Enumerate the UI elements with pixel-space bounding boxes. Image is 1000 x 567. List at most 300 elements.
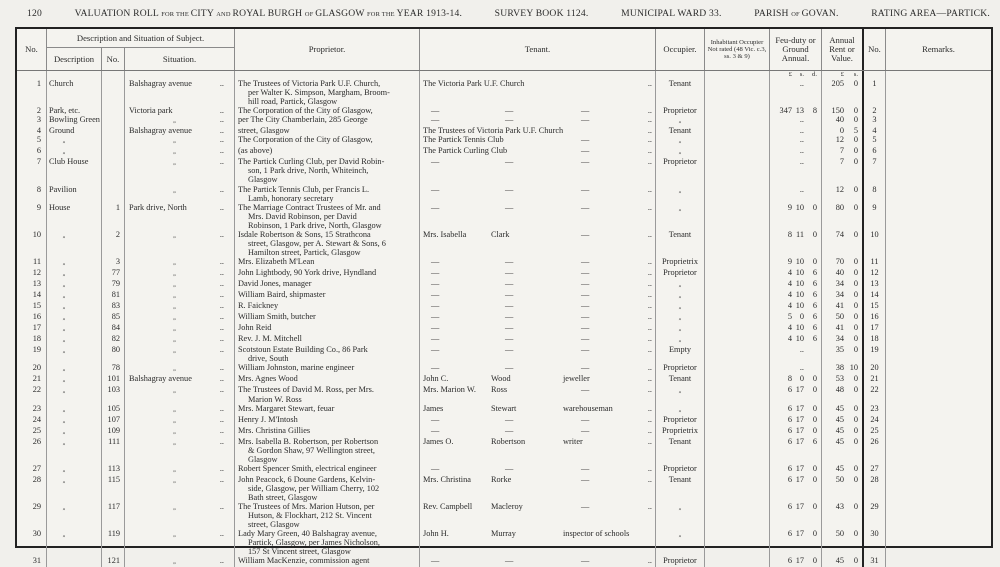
remarks-cell xyxy=(886,323,991,334)
dash-mark: — xyxy=(505,267,514,277)
feu-d: 0 xyxy=(812,463,817,473)
survey-book: SURVEY BOOK 1124. xyxy=(494,8,589,19)
row-number: 20 xyxy=(17,363,47,374)
tenant-field xyxy=(491,268,563,279)
feu-d: 0 xyxy=(812,403,817,413)
feu-s: 10 xyxy=(795,278,804,288)
inhabitant-occupier-cell xyxy=(705,203,770,230)
situation-cell xyxy=(125,312,235,323)
tenant-cell xyxy=(420,79,656,106)
feu-d xyxy=(804,126,821,135)
occupier-cell: Tenant xyxy=(656,79,705,106)
proprietor-line: Mrs. Christina Gillies xyxy=(238,425,311,435)
rent-s: 0 xyxy=(853,345,858,355)
feu-duty-cell xyxy=(770,135,822,146)
ditto-mark: „ xyxy=(62,281,66,288)
description-cell xyxy=(47,257,102,268)
occupier-cell xyxy=(656,115,705,126)
street-number: 103 xyxy=(102,385,125,403)
feu-duty-cell xyxy=(770,79,822,106)
table-row xyxy=(17,437,991,464)
row-number-right: 6 xyxy=(864,146,886,157)
street-number xyxy=(102,146,125,157)
row-number: 29 xyxy=(17,502,47,529)
leader-dots: .. xyxy=(219,229,224,239)
dash-mark: — xyxy=(431,463,440,473)
feu-d: 0 xyxy=(812,556,817,566)
description-cell xyxy=(47,404,102,415)
tenant-field xyxy=(423,426,491,437)
row-number: 6 xyxy=(17,146,47,157)
tenant-field xyxy=(563,464,643,475)
leader-dots: .. xyxy=(219,115,224,125)
dash-mark: — xyxy=(505,157,514,167)
feu-d xyxy=(804,115,821,126)
table-row xyxy=(17,323,991,334)
remarks-cell xyxy=(886,230,991,257)
annual-rent-cell xyxy=(822,464,864,475)
situation-text: Victoria park xyxy=(129,106,173,116)
ditto-mark: „ xyxy=(62,406,66,413)
feu-p: 6 xyxy=(787,474,792,484)
inhabitant-occupier-cell xyxy=(705,415,770,426)
description-cell: Church xyxy=(47,79,102,106)
feu-duty-cell xyxy=(770,279,822,290)
tenant-field xyxy=(423,279,491,290)
ditto-mark: „ xyxy=(173,477,176,484)
proprietor-line: 157 St Vincent street, Glasgow xyxy=(248,547,351,557)
leader-dots: .. xyxy=(219,363,224,373)
situation-text xyxy=(129,415,220,426)
rent-p: 45 xyxy=(835,436,844,446)
description-cell xyxy=(47,301,102,312)
description-cell xyxy=(47,385,102,403)
feu-s: 13 xyxy=(795,106,804,116)
feu-s: .. xyxy=(799,363,804,373)
proprietor-line: side, Glasgow, per William Cherry, 102 xyxy=(248,483,380,493)
leader-dots: .. xyxy=(647,414,652,424)
proprietor-cell xyxy=(235,426,420,437)
table-row xyxy=(17,126,991,135)
inhabitant-occupier-cell xyxy=(705,312,770,323)
proprietor-line: son, 1 Park drive, North, Whiteinch, xyxy=(248,166,369,176)
tenant-field xyxy=(423,106,491,115)
proprietor-line: Mrs. David Robinson, per David xyxy=(248,211,357,221)
tenant-field xyxy=(563,334,643,345)
rent-s: 0 xyxy=(853,229,858,239)
leader-dots: .. xyxy=(647,474,652,484)
ditto-mark: „ xyxy=(62,270,66,277)
leader-dots: .. xyxy=(219,403,224,413)
feu-s: 0 xyxy=(799,374,804,384)
proprietor-line: Mrs. Isabella B. Robertson, per Robertson xyxy=(238,436,379,446)
leader-dots: .. xyxy=(647,135,652,145)
proprietor-line: John Peacock, 6 Doune Gardens, Kelvin- xyxy=(238,474,376,484)
proprietor-cell xyxy=(235,363,420,374)
roll-title xyxy=(75,8,463,19)
leader-dots: .. xyxy=(647,79,652,88)
table-row xyxy=(17,135,991,146)
feu-d: 0 xyxy=(812,202,817,212)
proprietor-line: The Trustees of David M. Ross, per Mrs. xyxy=(238,385,374,395)
col-situation: Situation. xyxy=(125,48,235,70)
dash-mark: — xyxy=(431,256,440,266)
dash-mark: — xyxy=(581,334,590,344)
occupier-cell: Proprietor xyxy=(656,268,705,279)
leader-dots: .. xyxy=(219,79,224,88)
dash-mark: — xyxy=(431,106,440,116)
rent-p: 41 xyxy=(835,323,844,333)
tenant-field xyxy=(491,79,563,106)
rent-p: 38 xyxy=(835,363,844,373)
table-row xyxy=(17,115,991,126)
description-cell: Club House xyxy=(47,157,102,184)
feu-d: 6 xyxy=(812,312,817,322)
feu-p: 4 xyxy=(787,301,792,311)
dash-mark: — xyxy=(431,312,440,322)
table-row xyxy=(17,334,991,345)
rent-s: 0 xyxy=(853,115,858,125)
tenant-field: inspector of schools xyxy=(563,529,630,539)
row-number-right: 5 xyxy=(864,135,886,146)
ditto-mark: „ xyxy=(62,315,66,322)
proprietor-line: Hamilton street, Partick, Glasgow xyxy=(248,247,361,257)
leader-dots: .. xyxy=(219,385,224,395)
tenant-field: Rorke xyxy=(491,474,512,484)
feu-duty-cell xyxy=(770,363,822,374)
leader-dots: .. xyxy=(219,135,224,145)
dash-mark: — xyxy=(505,363,514,373)
remarks-cell xyxy=(886,279,991,290)
ditto-mark: „ xyxy=(62,505,66,512)
feu-d xyxy=(804,345,821,363)
rating-area: RATING AREA—PARTICK. xyxy=(871,8,990,19)
tenant-field xyxy=(491,290,563,301)
annual-rent-cell xyxy=(822,374,864,385)
description-cell xyxy=(47,437,102,464)
feu-duty-cell xyxy=(770,230,822,257)
rent-s: 0 xyxy=(853,184,858,194)
ditto-mark: „ xyxy=(62,417,66,424)
ditto-mark: „ xyxy=(173,417,176,424)
tenant-field xyxy=(423,115,491,126)
dash-mark: — xyxy=(505,256,514,266)
tenant-field xyxy=(491,135,563,146)
occupier-cell xyxy=(656,385,705,403)
ditto-mark: „ xyxy=(173,138,176,145)
dash-mark: — xyxy=(505,345,514,355)
remarks-cell xyxy=(886,312,991,323)
ditto-mark: „ xyxy=(173,232,176,239)
occupier-cell: Proprietor xyxy=(656,106,705,115)
remarks-cell xyxy=(886,556,991,567)
street-number: 80 xyxy=(102,345,125,363)
feu-s: .. xyxy=(799,184,804,194)
row-number: 31 xyxy=(17,556,47,567)
row-number: 8 xyxy=(17,185,47,203)
inhabitant-occupier-cell xyxy=(705,185,770,203)
tenant-field: Mrs. Marion W. xyxy=(423,385,477,395)
inhabitant-occupier-cell xyxy=(705,146,770,157)
situation-cell xyxy=(125,363,235,374)
leader-dots: .. xyxy=(647,106,652,116)
annual-rent-cell xyxy=(822,301,864,312)
description-cell xyxy=(47,323,102,334)
tenant-field xyxy=(563,475,643,502)
feu-d: 6 xyxy=(812,301,817,311)
table-row xyxy=(17,79,991,106)
tenant-field xyxy=(491,426,563,437)
ditto-mark: „ xyxy=(173,559,176,566)
dash-mark: — xyxy=(431,157,440,167)
feu-p: 6 xyxy=(787,502,792,512)
tenant-cell xyxy=(420,115,656,126)
feu-p: 6 xyxy=(787,436,792,446)
description-cell xyxy=(47,426,102,437)
tenant-field xyxy=(491,115,563,126)
proprietor-line: Partick, Glasgow, per James Nicholson, xyxy=(248,538,380,548)
feu-s: 0 xyxy=(799,312,804,322)
street-number xyxy=(102,185,125,203)
situation-text xyxy=(129,475,220,502)
feu-p: 6 xyxy=(787,529,792,539)
feu-duty-cell xyxy=(770,415,822,426)
tenant-field: James xyxy=(423,403,444,413)
occupier-cell xyxy=(656,290,705,301)
row-number-right: 9 xyxy=(864,203,886,230)
feu-p xyxy=(770,157,792,184)
ditto-mark: „ xyxy=(62,293,66,300)
row-number-right: 7 xyxy=(864,157,886,184)
proprietor-cell xyxy=(235,475,420,502)
row-number: 11 xyxy=(17,257,47,268)
ditto-mark: „ xyxy=(173,259,176,266)
title-word: GLASGOW xyxy=(315,8,368,19)
feu-p: 6 xyxy=(787,425,792,435)
leader-dots: .. xyxy=(219,256,224,266)
tenant-cell xyxy=(420,106,656,115)
row-number: 16 xyxy=(17,312,47,323)
tenant-field: Rev. Campbell xyxy=(423,502,473,512)
feu-duty-cell xyxy=(770,290,822,301)
occupier-cell xyxy=(656,146,705,157)
inhabitant-occupier-cell xyxy=(705,502,770,529)
feu-p xyxy=(770,126,792,135)
remarks-cell xyxy=(886,415,991,426)
page-number: 120 xyxy=(27,8,42,19)
proprietor-line: The Partick Tennis Club, per Francis L. xyxy=(238,184,370,194)
inhabitant-occupier-cell xyxy=(705,115,770,126)
tenant-cell xyxy=(420,126,656,135)
leader-dots: .. xyxy=(219,425,224,435)
ditto-mark: „ xyxy=(678,281,682,288)
situation-text xyxy=(129,323,220,334)
annual-rent-cell xyxy=(822,502,864,529)
occupier-cell xyxy=(656,334,705,345)
tenant-cell xyxy=(420,502,656,529)
remarks-cell xyxy=(886,385,991,403)
proprietor-line: Bath street, Glasgow xyxy=(248,492,318,502)
occupier-cell: Tenant xyxy=(656,126,705,135)
street-number: 117 xyxy=(102,502,125,529)
description-cell xyxy=(47,464,102,475)
leader-dots: .. xyxy=(219,278,224,288)
proprietor-line: Lamb, honorary secretary xyxy=(248,193,334,203)
annual-rent-cell xyxy=(822,426,864,437)
row-number-right: 20 xyxy=(864,363,886,374)
annual-rent-cell xyxy=(822,157,864,184)
street-number xyxy=(102,157,125,184)
occupier-cell: Proprietor xyxy=(656,415,705,426)
proprietor-cell xyxy=(235,415,420,426)
tenant-field xyxy=(563,556,643,567)
ditto-mark: „ xyxy=(173,293,176,300)
feu-duty-cell xyxy=(770,404,822,415)
title-word: FOR THE xyxy=(367,11,397,18)
dash-mark: — xyxy=(581,363,590,373)
row-number-right: 12 xyxy=(864,268,886,279)
inhabitant-occupier-cell xyxy=(705,437,770,464)
tenant-cell xyxy=(420,157,656,184)
inhabitant-occupier-cell xyxy=(705,374,770,385)
tenant-field xyxy=(563,203,643,230)
ditto-mark: „ xyxy=(173,428,176,435)
leader-dots: .. xyxy=(647,157,652,167)
dash-mark: — xyxy=(581,312,590,322)
street-number: 79 xyxy=(102,279,125,290)
situation-text xyxy=(129,437,220,464)
rent-units: £ s. xyxy=(822,71,864,79)
remarks-cell xyxy=(886,268,991,279)
ditto-mark: „ xyxy=(62,326,66,333)
rent-p: 43 xyxy=(835,502,844,512)
rent-p: 74 xyxy=(835,229,844,239)
annual-rent-cell xyxy=(822,126,864,135)
ditto-mark: „ xyxy=(678,205,682,212)
proprietor-cell xyxy=(235,529,420,556)
ditto-mark: „ xyxy=(678,304,682,311)
situation-text xyxy=(129,157,220,184)
feu-duty-cell xyxy=(770,301,822,312)
feu-s: 17 xyxy=(795,385,804,395)
street-number: 109 xyxy=(102,426,125,437)
dash-mark: — xyxy=(581,502,590,512)
occupier-cell: Proprietrix xyxy=(656,426,705,437)
row-number-right: 22 xyxy=(864,385,886,403)
tenant-field xyxy=(563,301,643,312)
feu-d: 8 xyxy=(812,106,817,116)
occupier-cell xyxy=(656,279,705,290)
rent-p: 205 xyxy=(831,79,844,88)
proprietor-line: The Partick Curling Club, per David Robin- xyxy=(238,157,385,167)
row-number-right: 2 xyxy=(864,106,886,115)
table-row xyxy=(17,415,991,426)
proprietor-cell xyxy=(235,404,420,415)
dash-mark: — xyxy=(581,425,590,435)
tenant-cell xyxy=(420,426,656,437)
feu-p: 8 xyxy=(787,374,792,384)
ditto-mark: „ xyxy=(173,466,176,473)
row-number-right: 26 xyxy=(864,437,886,464)
street-number: 115 xyxy=(102,475,125,502)
tenant-field xyxy=(491,415,563,426)
remarks-cell xyxy=(886,404,991,415)
situation-cell xyxy=(125,106,235,115)
annual-rent-cell xyxy=(822,404,864,415)
row-number: 19 xyxy=(17,345,47,363)
tenant-cell xyxy=(420,334,656,345)
proprietor-cell xyxy=(235,79,420,106)
rent-s: 0 xyxy=(853,106,858,116)
feu-s: 10 xyxy=(795,301,804,311)
feu-s: 10 xyxy=(795,256,804,266)
table-header xyxy=(17,29,991,71)
row-number: 3 xyxy=(17,115,47,126)
proprietor-cell xyxy=(235,185,420,203)
remarks-cell xyxy=(886,426,991,437)
proprietor-line: The Marriage Contract Trustees of Mr. and xyxy=(238,202,381,212)
tenant-cell xyxy=(420,374,656,385)
ditto-mark: „ xyxy=(173,160,176,167)
remarks-cell xyxy=(886,345,991,363)
street-number: 121 xyxy=(102,556,125,567)
row-number: 1 xyxy=(17,79,47,106)
feu-p xyxy=(770,79,792,106)
annual-rent-cell xyxy=(822,268,864,279)
tenant-cell xyxy=(420,464,656,475)
table-row xyxy=(17,345,991,363)
proprietor-cell xyxy=(235,115,420,126)
tenant-cell xyxy=(420,345,656,363)
proprietor-cell xyxy=(235,502,420,529)
situation-text xyxy=(129,334,220,345)
ditto-mark: „ xyxy=(173,348,176,355)
table-row xyxy=(17,363,991,374)
rent-s: 0 xyxy=(853,278,858,288)
description-cell xyxy=(47,312,102,323)
inhabitant-occupier-cell xyxy=(705,106,770,115)
annual-rent-cell xyxy=(822,203,864,230)
proprietor-cell xyxy=(235,345,420,363)
municipal-ward: MUNICIPAL WARD 33. xyxy=(621,8,722,19)
tenant-field xyxy=(491,279,563,290)
row-number-right: 31 xyxy=(864,556,886,567)
description-cell: Park, etc. xyxy=(47,106,102,115)
leader-dots: .. xyxy=(219,106,224,116)
parish xyxy=(754,8,838,19)
row-number: 13 xyxy=(17,279,47,290)
proprietor-line: street, Glasgow xyxy=(248,520,300,530)
situation-cell xyxy=(125,345,235,363)
description-cell xyxy=(47,529,102,556)
inhabitant-occupier-cell xyxy=(705,475,770,502)
rent-p: 45 xyxy=(835,414,844,424)
leader-dots: .. xyxy=(647,115,652,125)
feu-d: 6 xyxy=(812,323,817,333)
occupier-cell: Proprietor xyxy=(656,556,705,567)
description-cell xyxy=(47,290,102,301)
situation-text xyxy=(129,502,220,529)
title-word: GOVAN. xyxy=(801,8,839,19)
col-no: No. xyxy=(17,29,47,70)
tenant-field xyxy=(491,146,563,157)
description-cell: Bowling Green xyxy=(47,115,102,126)
rent-s: 0 xyxy=(853,463,858,473)
feu-duty-cell xyxy=(770,334,822,345)
ditto-mark: „ xyxy=(678,118,682,125)
tenant-field: James O. xyxy=(423,436,454,446)
proprietor-line: street, Glasgow xyxy=(238,126,290,136)
